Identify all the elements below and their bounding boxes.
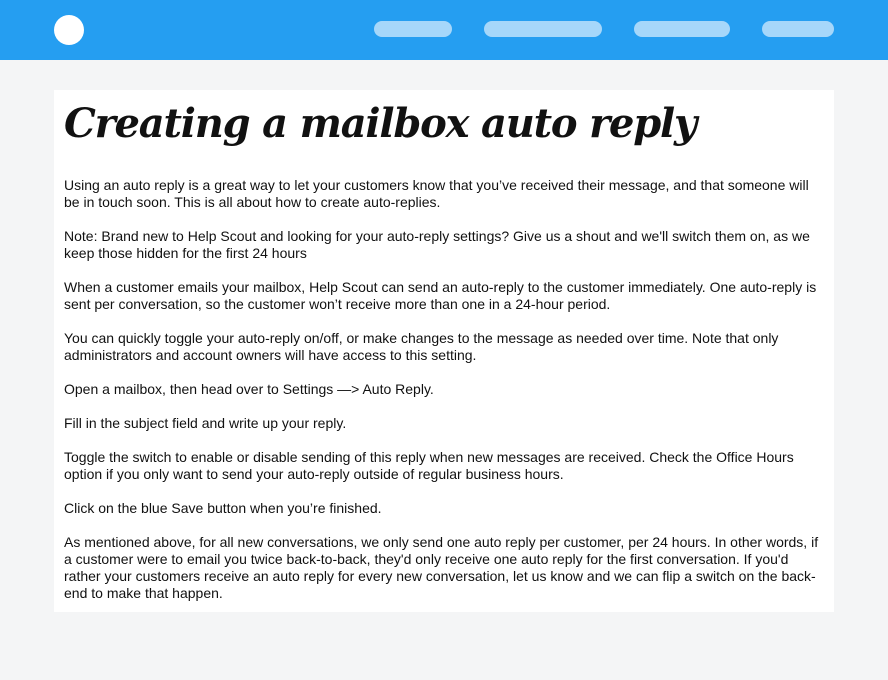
nav-item-2[interactable]	[484, 21, 602, 37]
article-paragraph: As mentioned above, for all new conversations, we only send one auto reply per customer, per 24 hours. In other words, if a customer were to email you twice back-to-back, they'd only receive one auto reply for the first conversation. If you'd rather your customers receive an auto reply for every new conversation, let us know and we can flip a switch on the back-end to make that happen.	[64, 534, 819, 601]
article-paragraph: Using an auto reply is a great way to let your customers know that you’ve received their message, and that someone will be in touch soon. This is all about how to create auto-replies.	[64, 177, 809, 210]
article-paragraph: When a customer emails your mailbox, Help Scout can send an auto-reply to the customer immediately. One auto-reply is sent per conversation, so the customer won’t receive more than one in a 24-hour period.	[64, 279, 817, 312]
article-body	[64, 177, 824, 619]
top-header	[0, 0, 888, 60]
article-paragraph: You can quickly toggle your auto-reply on/off, or make changes to the message as needed over time. Note that only administrators and account owners will have access to this setting.	[64, 330, 779, 363]
article-title: Creating a mailbox auto reply	[64, 100, 697, 147]
article-card	[54, 90, 834, 612]
article-paragraph: Note: Brand new to Help Scout and looking for your auto-reply settings? Give us a shout and we'll switch them on, as we keep those hidden for the first 24 hours	[64, 228, 810, 261]
article-paragraph: Toggle the switch to enable or disable sending of this reply when new messages are received. Check the Office Hours option if you only want to send your auto-reply outside of regular business hours.	[64, 449, 794, 482]
article-paragraph: Click on the blue Save button when you’re finished.	[64, 500, 382, 516]
circle-logo-icon[interactable]	[54, 15, 84, 45]
article-paragraph: Open a mailbox, then head over to Settings —> Auto Reply.	[64, 381, 434, 397]
nav-item-1[interactable]	[374, 21, 452, 37]
nav-item-3[interactable]	[634, 21, 730, 37]
article-paragraph: Fill in the subject field and write up your reply.	[64, 415, 347, 431]
nav-item-4[interactable]	[762, 21, 834, 37]
